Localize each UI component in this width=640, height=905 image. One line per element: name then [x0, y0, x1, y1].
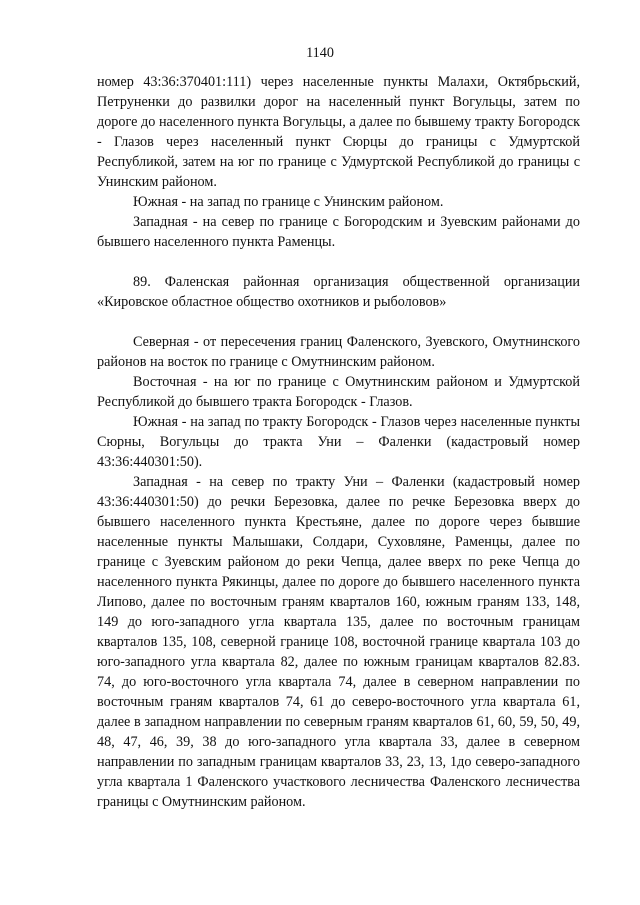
- page-number: 1140: [306, 45, 334, 61]
- paragraph-west-boundary: Западная - на север по тракту Уни – Фаленки (кадастровый номер 43:36:440301:50) до речки Березовка, далее по речке Березовка вверх до бывшего населенного пункта Крестьяне, далее по дороге через бывшие населенные пункты Малышаки, Солдари, Суховляне, Раменцы, далее по границе с Зуевским районом до реки Чепца, далее вверх по реке Чепца до населенного пункта Рякинцы, далее по дороге до бывшего населенного пункта Липово, далее по восточным граням кварталов 160, южным граням 133, 148, 149 до юго-западного угла квартала 135, далее по восточным границам кварталов 135, 108, северной границе 108, восточной границе квартала 103 до юго-западного угла квартала 82, далее по южным границам кварталов 82.83. 74, до юго-восточного угла квартала 74, далее в северном направлении по восточным граням кварталов 74, 61 до северо-восточного угла квартала 61, далее в западном направлении по северным граням кварталов 61, 60, 59, 50, 49, 48, 47, 46, 39, 38 до юго-западного угла квартала 33, далее в северном направлении по западным границам кварталов 33, 23, 13, 1до северо-западного угла квартала 1 Фаленского участкового лесничества Фаленского лесничества границы с Омутнинским районом.: [97, 474, 580, 810]
- section-heading: 89. Фаленская районная организация общественной организации «Кировское областное общество охотников и рыболовов»: [97, 274, 580, 310]
- paragraph-south-boundary: Южная - на запад по тракту Богородск - Глазов через населенные пункты Сюрны, Вогульцы до тракта Уни – Фаленки (кадастровый номер 43:36:440301:50).: [97, 414, 580, 470]
- paragraph-continuation: номер 43:36:370401:111) через населенные пункты Малахи, Октябрьский, Петруненки до развилки дорог на населенный пункт Вогульцы, затем по дороге до населенного пункта Вогульцы, а далее по бывшему тракту Богородск - Глазов через населенный пункт Сюрцы до границы с Удмуртской Республикой, затем на юг по границе с Удмуртской Республикой до границы с Унинским районом.: [97, 74, 580, 190]
- section-spacer: [97, 252, 580, 272]
- section-spacer: [97, 312, 580, 332]
- paragraph-east-boundary: Восточная - на юг по границе с Омутнинским районом и Удмуртской Республикой до бывшего тракта Богородск - Глазов.: [97, 374, 580, 410]
- document-body: [97, 72, 580, 812]
- paragraph-south-boundary: Южная - на запад по границе с Унинским районом.: [133, 194, 444, 210]
- paragraph-west-boundary: Западная - на север по границе с Богородским и Зуевским районами до бывшего населенного пункта Раменцы.: [97, 214, 580, 250]
- paragraph-north-boundary: Северная - от пересечения границ Фаленского, Зуевского, Омутнинского районов на восток по границе с Омутнинским районом.: [97, 334, 580, 370]
